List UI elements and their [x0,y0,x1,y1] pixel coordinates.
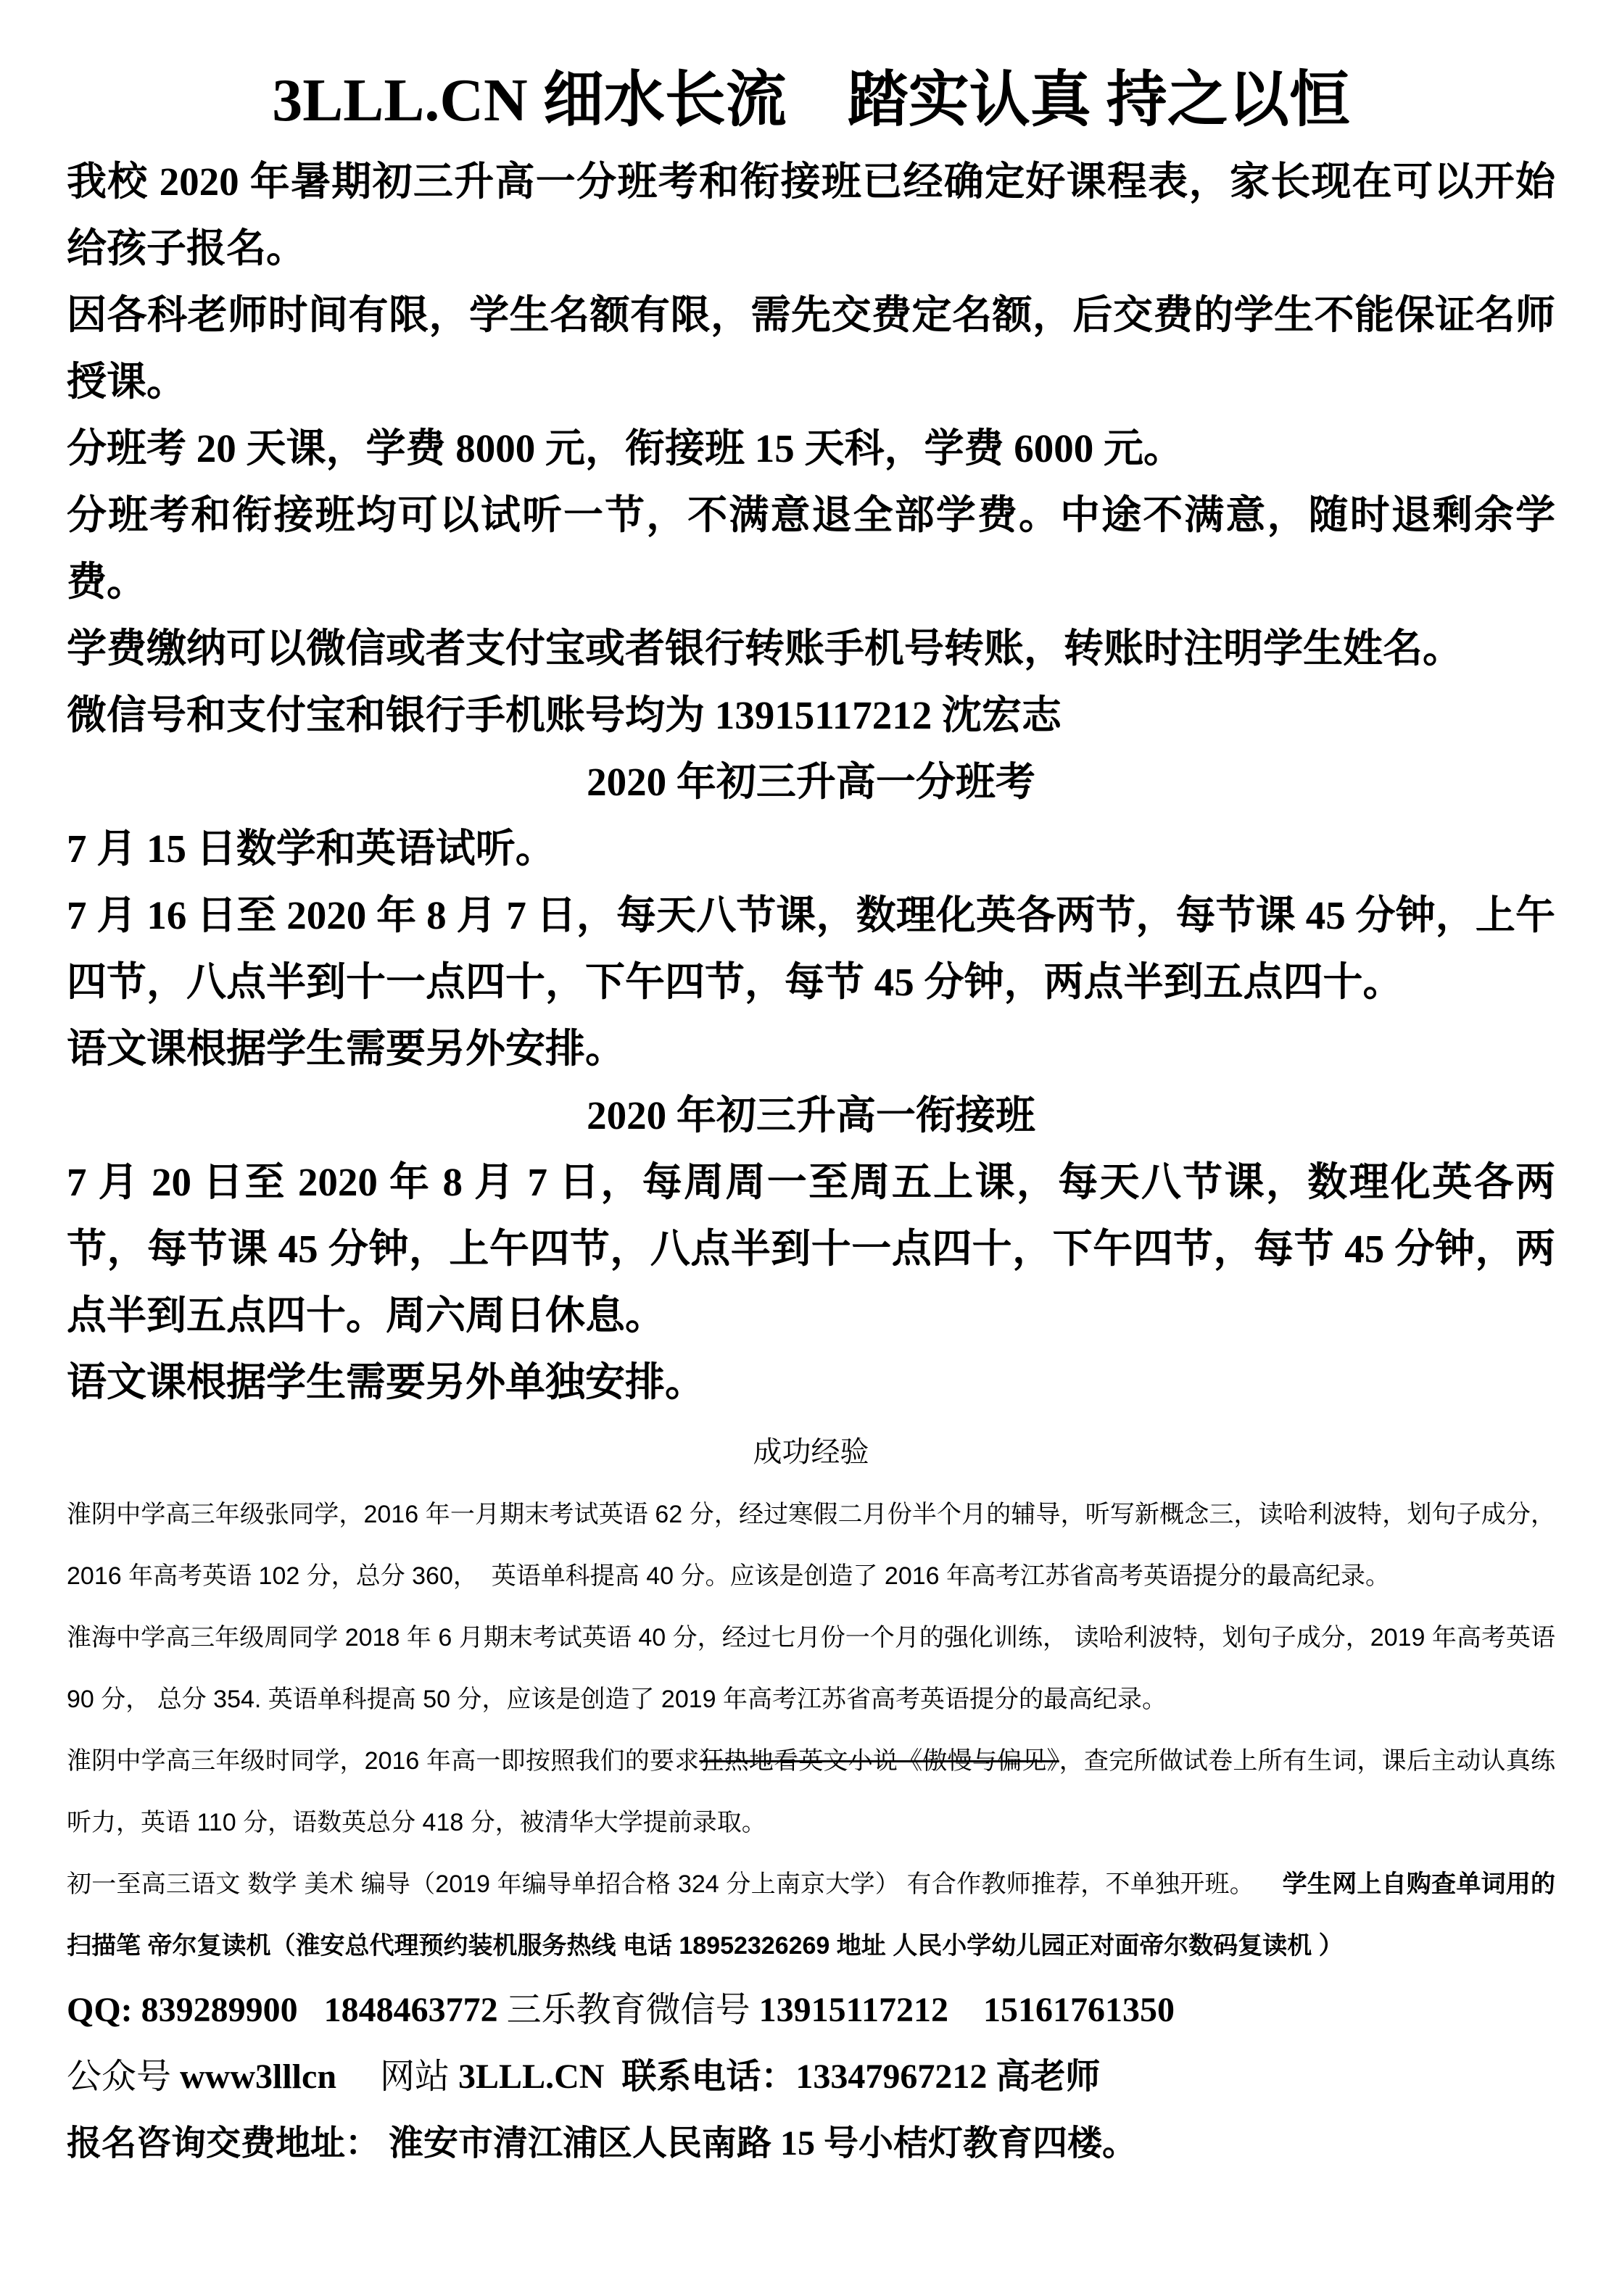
intro-paragraph-account: 微信号和支付宝和银行手机账号均为 13915117212 沈宏志 [67,693,1062,737]
success-section-heading: 成功经验 [753,1436,869,1468]
success-story-shi [67,1731,1555,1854]
intro-paragraph-refund: 分班考和衔接班均可以试听一节，不满意退全部学费。中途不满意，随时退剩余学费。 [67,493,1555,604]
story-shi-lead: 淮阴中学高三年级时同学，2016 年高一即按照我们的要求 [67,1747,700,1775]
website-name: 3LLL.CN [458,2057,605,2096]
page-title: 3LLL.CN 细水长流 踏实认真 持之以恒 [272,67,1350,134]
xianjie-section-heading: 2020 年初三升高一衔接班 [587,1093,1035,1137]
success-story-zhou: 淮海中学高三年级周同学 2018 年 6 月期末考试英语 40 分，经过七月份一个月的强化训练， 读哈利波特，划句子成分，2019 年高考英语 90 分， 总分 354. 英语单科提高 50 分，应该是创造了 2019 年高考江苏省高考英语提分的最高纪录。 [67,1624,1563,1713]
contact-phone-and-teacher: 联系电话：13347967212 高老师 [604,2057,1101,2096]
intro-paragraph-quota: 因各科老师时间有限，学生名额有限，需先交费定名额，后交费的学生不能保证名师授课。 [67,293,1555,404]
courses-and-devices-paragraph [67,1854,1555,1977]
xianjie-schedule: 7 月 20 日至 2020 年 8 月 7 日，每周周一至周五上课，每天八节课，数理化英各两节，每节课 45 分钟，上午四节，八点半到十一点四十，下午四节，每节 45 分钟，两点半到五点四十。周六周日休息。 [67,1160,1555,1338]
scanner-pen-promo-text: 学生网上自购查单词用的扫描笔 帝尔复读机（淮安总代理预约装机服务热线 电话 18952326269 地址 人民小学幼儿园正对面帝尔数码复读机 ） [67,1870,1555,1960]
wechat-label: 三乐教育微信号 [497,1991,759,2029]
public-account-name: www3lllcn [180,2057,337,2096]
success-story-zhang: 淮阴中学高三年级张同学，2016 年一月期末考试英语 62 分，经过寒假二月份半个月的辅导，听写新概念三，读哈利波特，划句子成分，2016 年高考英语 102 分，总分 360， 英语单科提高 40 分。应该是创造了 2016 年高考江苏省高考英语提分的最高纪录。 [67,1501,1555,1590]
public-account-label: 公众号 [67,2057,181,2096]
fenban-section-heading: 2020 年初三升高一分班考 [587,760,1035,804]
fenban-schedule: 7 月 16 日至 2020 年 8 月 7 日，每天八节课，数理化英各两节，每节课 45 分钟，上午四节，八点半到十一点四十，下午四节，每节 45 分钟，两点半到五点四十。 [67,893,1555,1004]
qq-numbers: QQ: 839289900 1848463772 [67,1991,498,2029]
intro-paragraph-signup: 我校 2020 年暑期初三升高一分班考和衔接班已经确定好课程表，家长现在可以开始给孩子报名。 [67,159,1555,270]
wechat-numbers: 13915117212 15161761350 [758,1991,1175,2029]
intro-paragraph-payment: 学费缴纳可以微信或者支付宝或者银行转账手机号转账，转账时注明学生姓名。 [67,626,1463,671]
intro-paragraph-tuition: 分班考 20 天课，学费 8000 元，衔接班 15 天科，学费 6000 元。 [67,426,1184,471]
contact-qq-wechat-line [67,1977,1555,2044]
website-label: 网站 [336,2057,459,2096]
xianjie-chinese-note: 语文课根据学生需要另外单独安排。 [67,1360,706,1404]
fenban-chinese-note: 语文课根据学生需要另外安排。 [67,1027,626,1071]
story-shi-tail: ，查完所做试卷上所有生词，课后主动认真练听力，英语 110 分，语数英总分 418 分，被清华大学提前录取。 [67,1747,1555,1836]
registration-address-line: 报名咨询交费地址： 淮安市清江浦区人民南路 15 号小桔灯教育四楼。 [67,2124,1138,2163]
courses-offer-text: 初一至高三语文 数学 美术 编导（2019 年编导单招合格 324 分上南京大学） 有合作教师推荐，不单独开班。 [67,1870,1283,1898]
story-shi-strikethrough-text: 狂热地看英文小说《傲慢与偏见》 [699,1747,1059,1775]
fenban-trial-date: 7 月 15 日数学和英语试听。 [67,826,555,871]
contact-site-phone-line [67,2044,1555,2110]
